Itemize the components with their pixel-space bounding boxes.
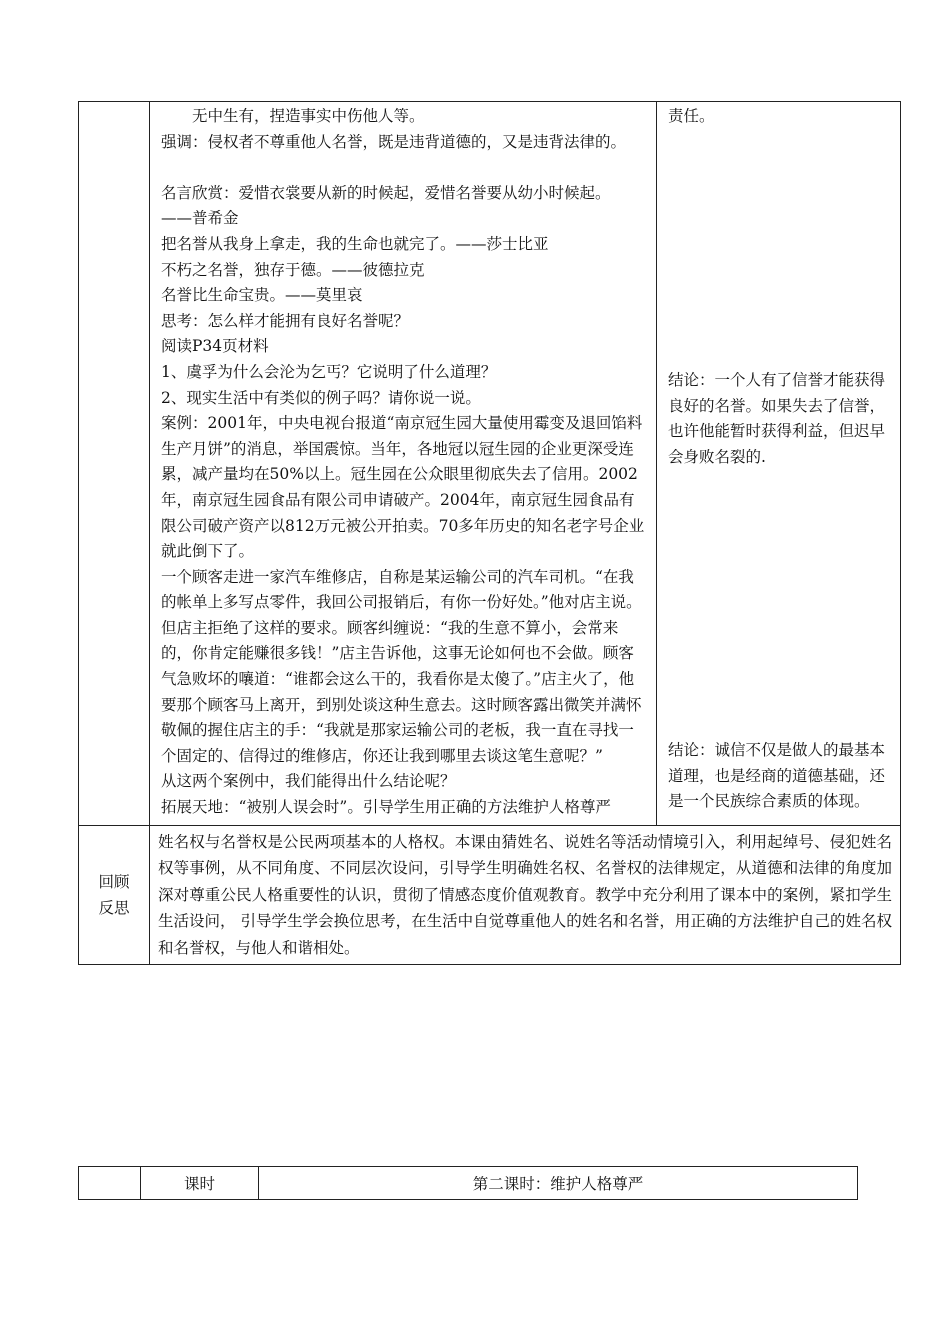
lesson-title-cell: 第二课时：维护人格尊严 bbox=[259, 1167, 858, 1200]
question-line: 思考：怎么样才能拥有良好名誉呢？ bbox=[161, 311, 410, 330]
reading-line: 阅读P34页材料 bbox=[161, 337, 269, 356]
reflection-label-1: 回顾 bbox=[98, 872, 130, 891]
question-line: 1、虞孚为什么会沦为乞丐？它说明了什么道理？ bbox=[161, 362, 497, 381]
quote-line: 名誉比生命宝贵。——莫里哀 bbox=[161, 286, 363, 305]
case-paragraph: 案例：2001年，中央电视台报道“南京冠生园大量使用霉变及退回馅料生产月饼”的消息，举国震惊。当年，各地冠以冠生园的企业更深受连累，减产量均在50%以上。冠生园在公众眼里彻底失去了信用。2002年，南京冠生园食品有限公司申请破产。2004年，南京冠生园食品有限公司破产资产以812万元被公开拍卖。70多年历史的知名老字号企业就此倒下了。 bbox=[161, 414, 645, 561]
lesson-header-table bbox=[78, 1166, 858, 1200]
quote-line: 不朽之名誉，独存于德。——彼德拉克 bbox=[161, 260, 425, 279]
reflection-label-2: 反思 bbox=[98, 898, 130, 917]
lesson-label-cell: 课时 bbox=[141, 1167, 259, 1200]
reflection-text: 姓名权与名誉权是公民两项基本的人格权。本课由猜姓名、说姓名等活动情境引入，利用起绰号、侵犯姓名权等事例，从不同角度、不同层次设问，引导学生明确姓名权、名誉权的法律规定，从道德和法律的角度加深对尊重公民人格重要性的认识，贯彻了情感态度价值观教育。教学中充分利用了课本中的案例，紧扣学生生活设问， 引导学生学会换位思考，在生活中自觉尊重他人的姓名和名誉，用正确的方法维护自己的姓名权和名誉权，与他人和谐相处。 bbox=[158, 832, 892, 957]
lesson-table bbox=[78, 101, 901, 965]
reflection-row bbox=[79, 825, 901, 965]
teaching-process-cell bbox=[150, 102, 657, 826]
quote-intro: 名言欣赏：爱惜衣裳要从新的时候起，爱惜名誉要从幼小时候起。 ——普希金 bbox=[161, 183, 650, 228]
quote-line: 把名誉从我身上拿走，我的生命也就完了。——莎士比亚 bbox=[161, 234, 549, 253]
text-line: 无中生有，捏造事实中伤他人等。 bbox=[192, 107, 425, 125]
conclusion-2: 结论：诚信不仅是做人的最基本道理，也是经商的道德基础，还是一个民族综合素质的体现。 bbox=[668, 741, 886, 811]
blank-line bbox=[161, 155, 648, 181]
notes-top: 责任。 bbox=[668, 107, 715, 125]
reflection-text-cell bbox=[150, 825, 901, 965]
question-line: 从这两个案例中，我们能得出什么结论呢？ bbox=[161, 772, 456, 791]
conclusion-1: 结论：一个人有了信誉才能获得良好的名誉。如果失去了信誉，也许他能暂时获得利益，但迟早会身败名裂的. bbox=[668, 371, 886, 466]
lesson-header-row bbox=[79, 1167, 858, 1200]
reflection-label-cell bbox=[79, 825, 150, 965]
text-line: 强调：侵权者不尊重他人名誉，既是违背道德的，又是违背法律的。 bbox=[161, 132, 627, 151]
extension-line: 拓展天地：“被别人误会时”。引导学生用正确的方法维护人格尊严 bbox=[161, 798, 611, 817]
case-paragraph: 一个顾客走进一家汽车维修店，自称是某运输公司的汽车司机。“在我的帐单上多写点零件，我回公司报销后，有你一份好处。”他对店主说。但店主拒绝了这样的要求。顾客纠缠说：“我的生意不算小，会常来的，你肯定能赚很多钱！”店主告诉他，这事无论如何也不会做。顾客气急败坏的嚷道：“谁都会这么干的，我看你是太傻了。”店主火了，他要那个顾客马上离开，到别处谈这种生意去。这时顾客露出微笑并满怀敬佩的握住店主的手：“我就是那家运输公司的老板，我一直在寻找一个固定的、信得过的维修店，你还让我到哪里去谈这笔生意呢？” bbox=[161, 567, 642, 765]
left-empty-cell bbox=[79, 102, 150, 826]
content-row bbox=[79, 102, 901, 826]
notes-cell bbox=[657, 102, 901, 826]
header-empty-cell bbox=[79, 1167, 141, 1200]
question-line: 2、现实生活中有类似的例子吗？请你说一说。 bbox=[161, 388, 481, 407]
